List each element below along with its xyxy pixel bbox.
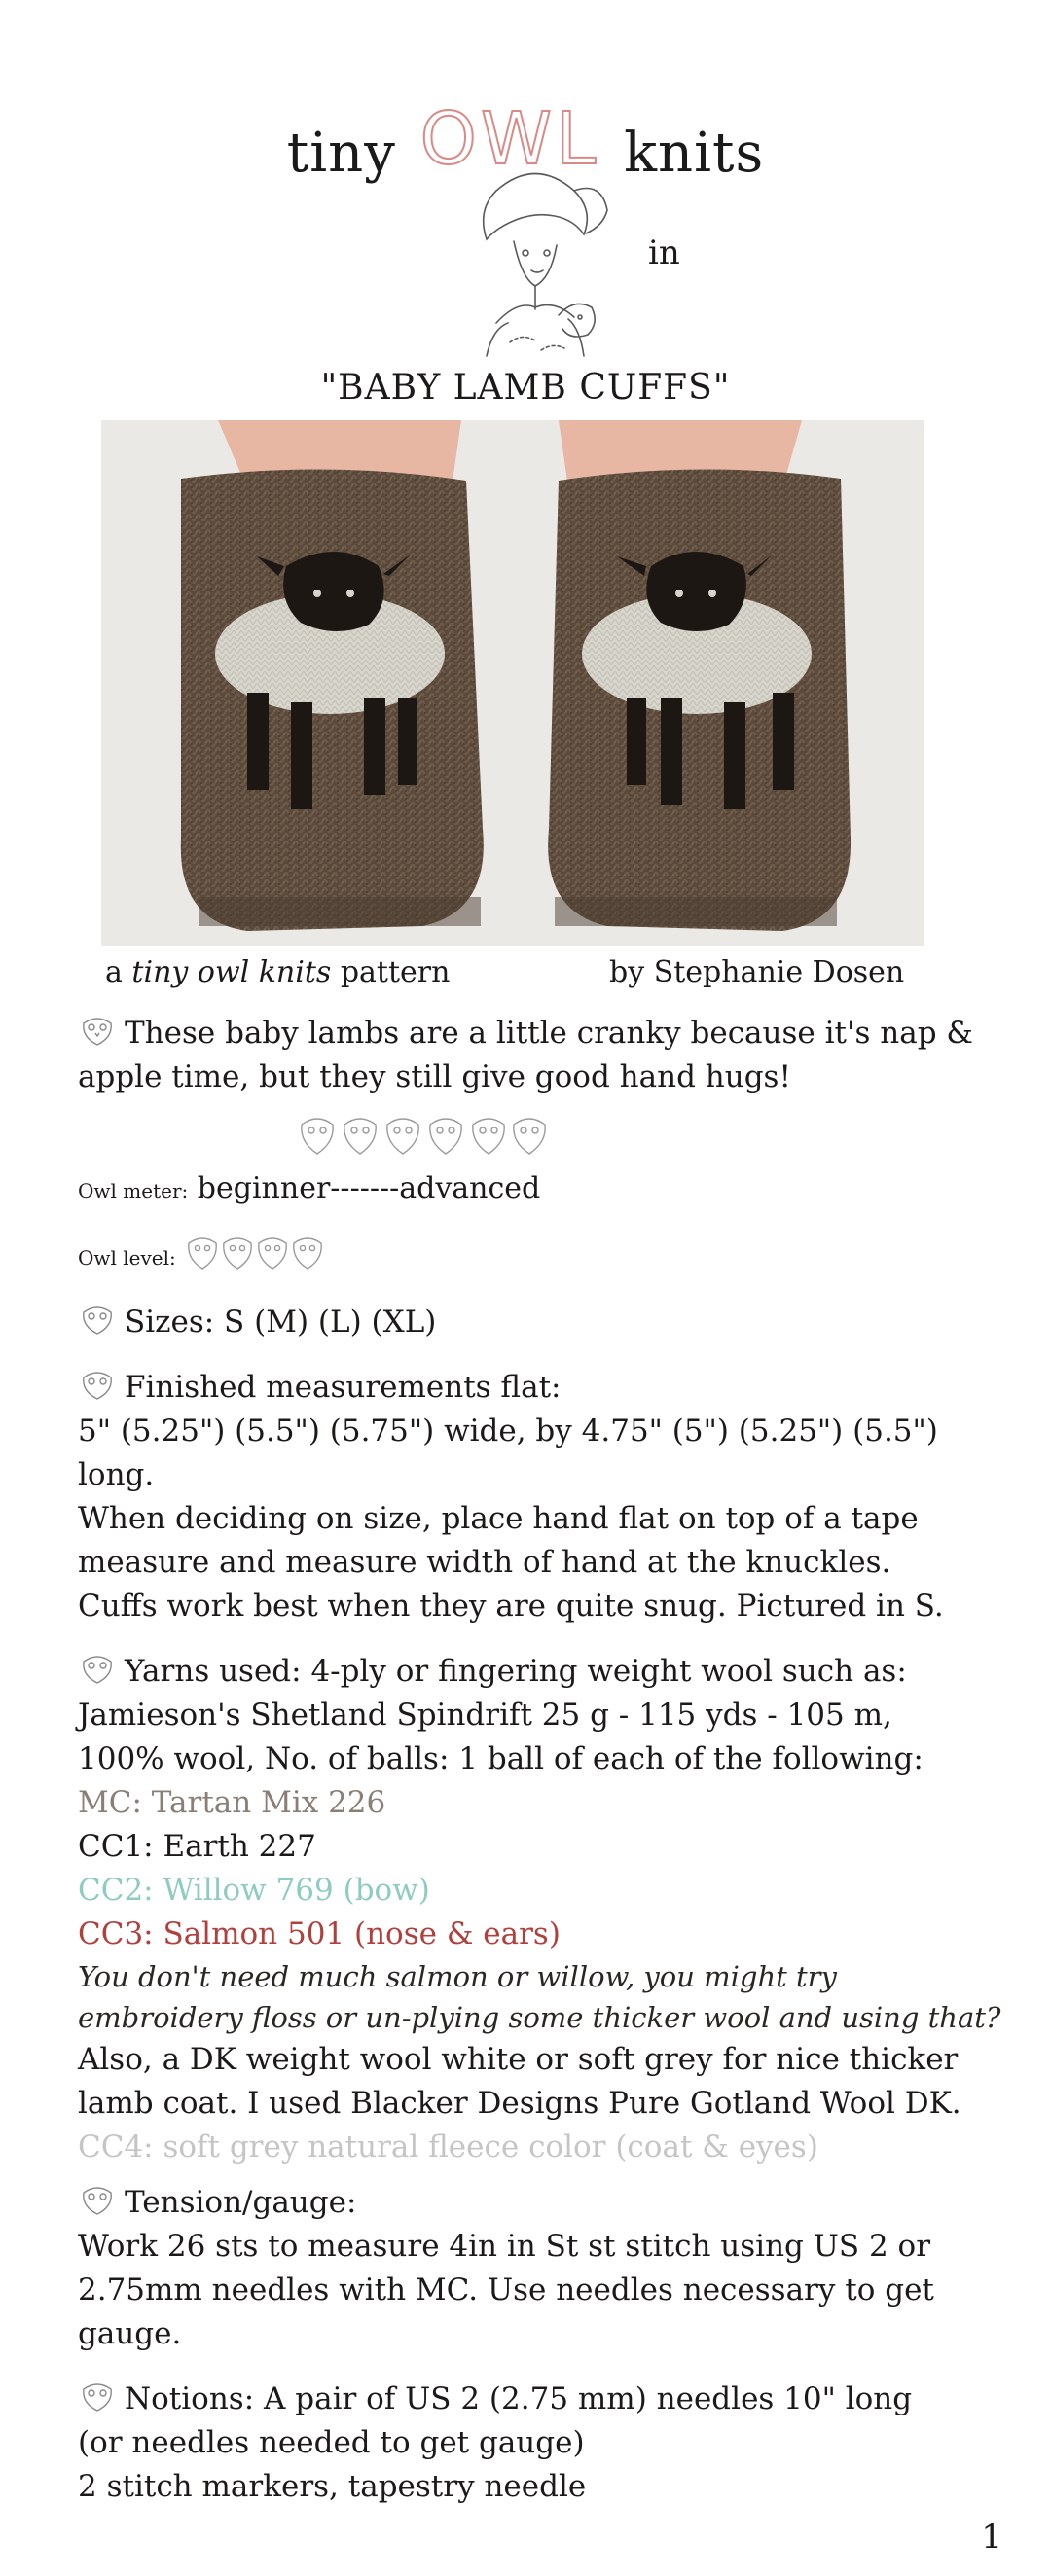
- lamb-cuffs-photo: [101, 420, 924, 946]
- sizes-row: [78, 1301, 1004, 1344]
- yarn-also: Also, a DK weight wool white or soft grey for nice thicker lamb coat. I used Blacker Designs Pure Gotland Wool DK.: [78, 2042, 961, 2121]
- yarns-line2: 100% wool, No. of balls: 1 ball of each of the following:: [78, 1741, 924, 1776]
- owl-level-icons: [185, 1234, 331, 1272]
- gauge-text: Work 26 sts to measure 4in in St st stitch using US 2 or 2.75mm needles with MC. Use needles necessary to get gauge.: [78, 2229, 934, 2351]
- caption-suffix: pattern: [331, 955, 451, 989]
- owl-bullet-icon: [78, 1652, 117, 1685]
- owl-meter-icons: [298, 1111, 551, 1160]
- measurements-line1: 5" (5.25") (5.5") (5.75") wide, by 4.75" (5") (5.25") (5.5") long.: [78, 1413, 938, 1492]
- yarn-cc4: CC4: soft grey natural fleece color (coat & eyes): [78, 2129, 818, 2165]
- yarn-note: You don't need much salmon or willow, you might try embroidery floss or un-plying some thicker wool and using that?: [78, 1960, 1001, 2034]
- yarn-mc: MC: Tartan Mix 226: [78, 1785, 386, 1820]
- intro-paragraph: [78, 1012, 1004, 1099]
- owl-level-row: [78, 1234, 1004, 1279]
- measurements-line2: When deciding on size, place hand flat on top of a tape measure and measure width of hand at the knuckles.: [78, 1501, 919, 1580]
- gauge-heading-text: Tension/gauge:: [125, 2185, 357, 2220]
- owl-bullet-icon: [78, 2379, 117, 2413]
- caption-italic: tiny owl knits: [131, 955, 332, 989]
- owl-bullet-icon: [78, 1368, 117, 1401]
- pattern-title: "BABY LAMB CUFFS": [320, 368, 731, 408]
- owl-level-label: Owl level:: [78, 1246, 176, 1270]
- brand-left: tiny: [286, 122, 396, 185]
- yarns-heading: [78, 1650, 1004, 1694]
- owl-meter-text: beginner-------advanced: [197, 1171, 541, 1205]
- measurements-heading-text: Finished measurements flat:: [125, 1370, 562, 1405]
- owl-bullet-icon: [78, 1014, 117, 1047]
- yarn-cc2: CC2: Willow 769 (bow): [78, 1873, 430, 1908]
- yarn-cc1: CC1: Earth 227: [78, 1829, 316, 1864]
- notions-line1-text: Notions: A pair of US 2 (2.75 mm) needles 10" long: [125, 2381, 913, 2416]
- notions-line3: 2 stitch markers, tapestry needle: [78, 2469, 587, 2504]
- yarns-heading-text: Yarns used: 4-ply or fingering weight wool such as:: [125, 1654, 907, 1689]
- owl-girl-sketch-icon: [428, 152, 642, 366]
- in-word: in: [648, 233, 680, 272]
- notions-line2: (or needles needed to get gauge): [78, 2425, 585, 2460]
- notions-line1: [78, 2378, 1004, 2421]
- sizes-text: Sizes: S (M) (L) (XL): [125, 1305, 437, 1340]
- brand-owl: OWL: [419, 97, 600, 181]
- measurements-line3: Cuffs work best when they are quite snug. Pictured in S.: [78, 1589, 944, 1624]
- yarn-cc3: CC3: Salmon 501 (nose & ears): [78, 1916, 561, 1951]
- pattern-body: [78, 1012, 1004, 2509]
- owl-meter-row: [78, 1167, 1004, 1212]
- intro-text: These baby lambs are a little cranky because it's nap & apple time, but they still give good hand hugs!: [78, 1016, 974, 1094]
- caption-author: by Stephanie Dosen: [609, 955, 905, 989]
- page-number: 1: [981, 2518, 1002, 2557]
- measurements-heading: [78, 1366, 1004, 1410]
- brand-right: knits: [624, 122, 765, 185]
- owl-bullet-icon: [78, 2183, 117, 2216]
- caption-left: [105, 955, 450, 989]
- caption-prefix: a: [105, 955, 132, 989]
- gauge-heading: [78, 2181, 1004, 2225]
- yarns-line1: Jamieson's Shetland Spindrift 25 g - 115 yds - 105 m,: [78, 1698, 892, 1733]
- owl-meter-label: Owl meter:: [78, 1179, 189, 1202]
- owl-bullet-icon: [78, 1303, 117, 1336]
